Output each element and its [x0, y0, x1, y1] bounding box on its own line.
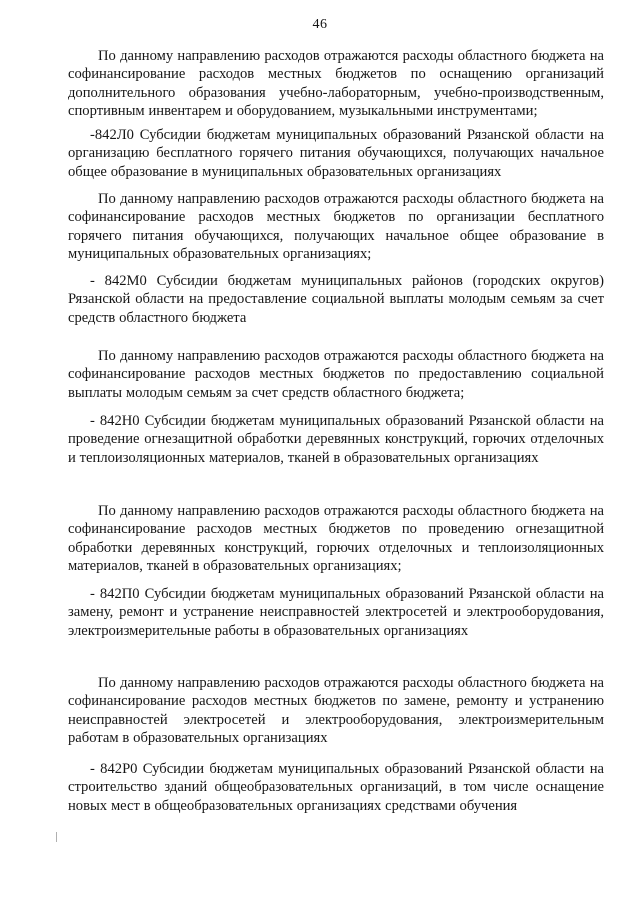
paragraph-entry-842N0: - 842Н0 Субсидии бюджетам муниципальных образований Рязанской области на проведение огнезащитной обработки деревянных конструкций, горючих отделочных и теплоизоляционных материалов, тканей в образовательных организациях — [68, 413, 604, 466]
paragraph-entry-842M0: - 842М0 Субсидии бюджетам муниципальных районов (городских округов) Рязанской области на предоставление социальной выплаты молодым семьям за счет средств областного бюджета — [68, 273, 604, 326]
paragraph-description-equipment: По данному направлению расходов отражаются расходы областного бюджета на софинансирование расходов местных бюджетов по оснащению организаций дополнительного образования учебно-лабораторным, учебно-производственным, спортивным инвентарем и оборудованием, музыкальными инструментами; — [68, 48, 604, 119]
paragraph-description-fire-protection: По данному направлению расходов отражаются расходы областного бюджета на софинансирование расходов местных бюджетов по проведению огнезащитной обработки деревянных конструкций, горючих отделочных и теплоизоляционных материалов, тканей в образовательных организациях; — [68, 503, 604, 574]
paragraph-entry-842L0: -842Л0 Субсидии бюджетам муниципальных образований Рязанской области на организацию бесплатного горячего питания обучающихся, получающих начальное общее образование в муниципальных образовательных организациях — [68, 127, 604, 180]
paragraph-entry-842P0: - 842П0 Субсидии бюджетам муниципальных образований Рязанской области на замену, ремонт и устранение неисправностей электросетей и электрооборудования, электроизмерительные работы в образовательных организациях — [68, 586, 604, 639]
paragraph-entry-842R0: - 842Р0 Субсидии бюджетам муниципальных образований Рязанской области на строительство зданий общеобразовательных организаций, в том числе оснащение новых мест в общеобразовательных организациях средствами обучения — [68, 761, 604, 814]
paragraph-description-electrical-repair: По данному направлению расходов отражаются расходы областного бюджета на софинансирование расходов местных бюджетов по замене, ремонту и устранению неисправностей электросетей и электрооборудования, электроизмерительным работам в образовательных организациях — [68, 675, 604, 746]
page-number: 46 — [312, 17, 328, 32]
paragraph-description-young-families: По данному направлению расходов отражаются расходы областного бюджета на софинансирование расходов местных бюджетов по предоставлению социальной выплаты молодым семьям за счет средств областного бюджета; — [68, 348, 604, 401]
scan-artifact-mark — [56, 832, 57, 842]
paragraph-description-hot-meals: По данному направлению расходов отражаются расходы областного бюджета на софинансирование расходов местных бюджетов по организации бесплатного горячего питания обучающихся, получающих начальное общее образование в муниципальных образовательных организациях; — [68, 191, 604, 262]
